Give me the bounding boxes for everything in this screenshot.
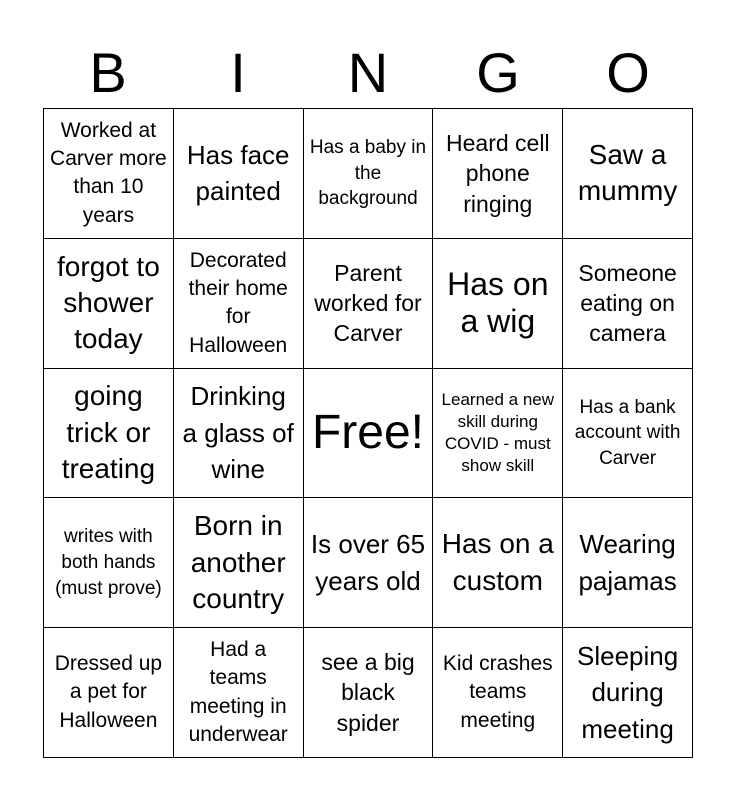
bingo-cell[interactable] — [304, 498, 434, 628]
header-letter-g: G — [476, 41, 520, 104]
cell-text: writes with both hands (must prove) — [55, 526, 162, 599]
bingo-cell[interactable] — [563, 109, 693, 239]
free-space-text: Free! — [311, 405, 424, 459]
bingo-cell[interactable] — [44, 628, 174, 758]
cell-text: Has on a custom — [441, 528, 554, 596]
cell-text: Decorated their home for Halloween — [188, 248, 288, 357]
cell-text: Has face painted — [186, 140, 290, 207]
bingo-cell[interactable] — [174, 628, 304, 758]
cell-text: Saw a mummy — [577, 139, 678, 207]
bingo-cell[interactable] — [44, 109, 174, 239]
header-letter-b: B — [89, 41, 127, 104]
bingo-cell[interactable] — [304, 109, 434, 239]
cell-text: Has a bank account with Carver — [574, 396, 681, 469]
bingo-cell[interactable] — [44, 239, 174, 369]
bingo-header — [43, 38, 693, 108]
cell-text: Learned a new skill during COVID - must show skill — [441, 389, 555, 476]
bingo-cell[interactable] — [563, 628, 693, 758]
bingo-cell[interactable] — [44, 369, 174, 499]
cell-text: Parent worked for Carver — [314, 259, 422, 347]
bingo-cell[interactable] — [44, 498, 174, 628]
bingo-cell[interactable] — [433, 628, 563, 758]
cell-text: see a big black spider — [321, 649, 415, 736]
cell-text: forgot to shower today — [57, 250, 160, 355]
bingo-cell[interactable] — [174, 369, 304, 499]
bingo-cell[interactable] — [433, 109, 563, 239]
cell-text: going trick or treating — [61, 380, 156, 485]
bingo-cell[interactable] — [304, 239, 434, 369]
bingo-cell[interactable] — [174, 498, 304, 628]
bingo-cell[interactable] — [563, 369, 693, 499]
bingo-cell[interactable] — [563, 239, 693, 369]
cell-text: Heard cell phone ringing — [446, 129, 550, 217]
bingo-cell[interactable] — [304, 628, 434, 758]
cell-text: Drinking a glass of wine — [182, 381, 294, 485]
free-space-cell[interactable] — [304, 369, 434, 499]
cell-text: Has a baby in the background — [309, 136, 427, 210]
header-letter-n: N — [347, 41, 389, 104]
bingo-cell[interactable] — [563, 498, 693, 628]
cell-text: Born in another country — [190, 510, 286, 614]
header-letter-i: I — [230, 41, 246, 104]
bingo-cell[interactable] — [174, 239, 304, 369]
cell-text: Sleeping during meeting — [576, 641, 679, 744]
cell-text: Had a teams meeting in underwear — [188, 637, 288, 746]
bingo-cell[interactable] — [174, 109, 304, 239]
cell-text: Someone eating on camera — [578, 259, 677, 347]
cell-text: Dressed up a pet for Halloween — [54, 652, 163, 732]
bingo-cell[interactable] — [433, 498, 563, 628]
bingo-cell[interactable] — [433, 369, 563, 499]
header-letter-o: O — [606, 41, 650, 104]
cell-text: Has on a wig — [447, 266, 549, 340]
bingo-grid — [43, 108, 693, 758]
cell-text: Is over 65 years old — [310, 529, 426, 596]
cell-text: Kid crashes teams meeting — [442, 652, 553, 732]
bingo-cell[interactable] — [433, 239, 563, 369]
cell-text: Worked at Carver more than 10 years — [50, 118, 167, 227]
cell-text: Wearing pajamas — [578, 529, 677, 596]
